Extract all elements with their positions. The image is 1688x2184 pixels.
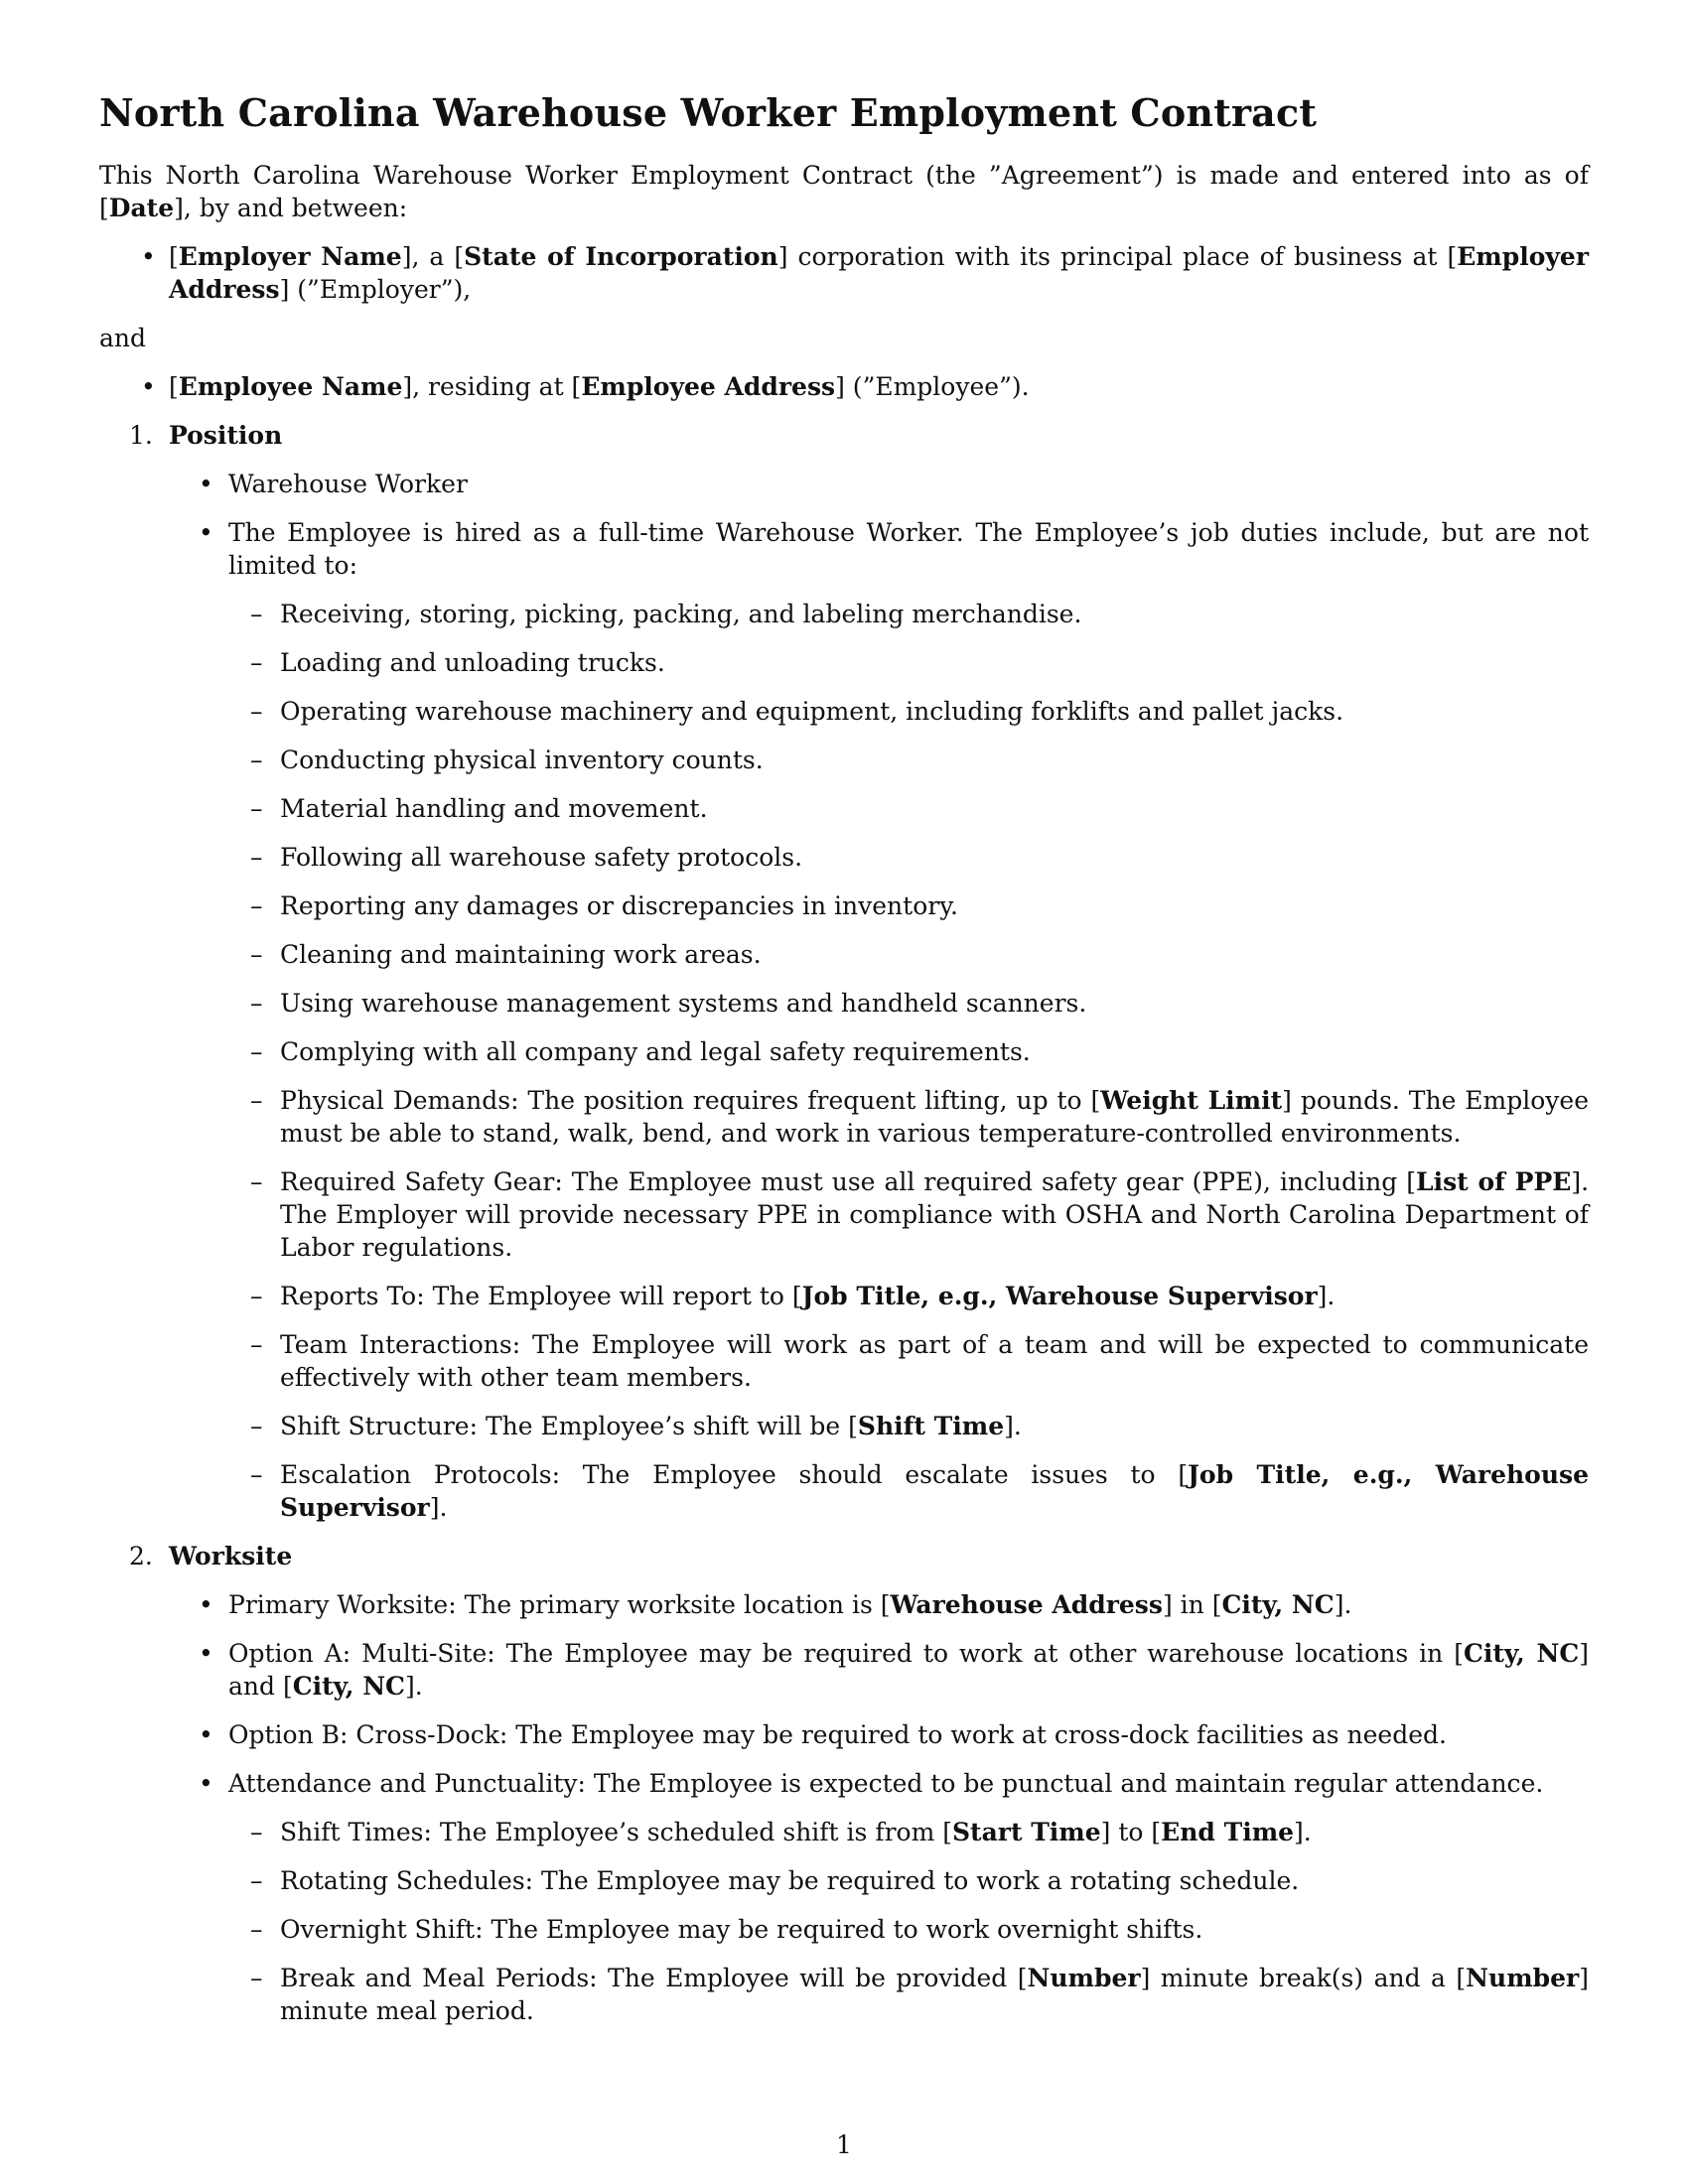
start-time-placeholder: Start Time — [951, 1818, 1101, 1846]
safety-gear-item: – Required Safety Gear: The Employee must use all required safety gear (PPE), including [List of PPE]. The Employer will provide necessary PPE in compliance with OSHA and North Carolina Department of Labor regulations. — [228, 1165, 1589, 1264]
duty-item: – Complying with all company and legal safety requirements. — [228, 1035, 1589, 1068]
section-title: Worksite — [169, 1542, 293, 1570]
job-title-placeholder: Job Title, e.g., Warehouse Supervisor — [801, 1282, 1318, 1310]
primary-worksite-item: • Primary Worksite: The primary worksite location is [Warehouse Address] in [City, NC]. — [169, 1588, 1589, 1621]
rotating-schedules-item: – Rotating Schedules: The Employee may be required to work a rotating schedule. — [228, 1864, 1589, 1897]
overnight-shift-item: – Overnight Shift: The Employee may be required to work overnight shifts. — [228, 1913, 1589, 1946]
section-number: 1. — [129, 421, 153, 450]
employer-party: • [Employer Name], a [State of Incorporation] corporation with its principal place of business at [Employer Address] (”Employer”), — [99, 240, 1589, 306]
worksite-items — [169, 1588, 1589, 2027]
duty-item: – Cleaning and maintaining work areas. — [228, 938, 1589, 971]
employee-list — [99, 370, 1589, 403]
duties-list — [228, 598, 1589, 1524]
duty-item: – Conducting physical inventory counts. — [228, 744, 1589, 776]
escalation-item: – Escalation Protocols: The Employee should escalate issues to [Job Title, e.g., Warehouse Supervisor]. — [228, 1458, 1589, 1524]
number-placeholder: Number — [1027, 1964, 1141, 1992]
shift-time-placeholder: Shift Time — [857, 1412, 1005, 1440]
position-items — [169, 468, 1589, 1524]
weight-limit-placeholder: Weight Limit — [1100, 1086, 1283, 1115]
intro-paragraph — [99, 159, 1589, 224]
duty-item: – Receiving, storing, picking, packing, and labeling merchandise. — [228, 598, 1589, 630]
shift-times-item: – Shift Times: The Employee’s scheduled shift is from [Start Time] to [End Time]. — [228, 1816, 1589, 1848]
list-item: • The Employee is hired as a full-time Warehouse Worker. The Employee’s job duties include, but are not limited to: – Receiving, storing, picking, packing, and labeling merchandise. – Loading and unloading trucks. – Operating warehouse machinery and equipment, including forklifts and pallet jacks. – Conducting physical inventory counts. – Material handling and movement. – Following all warehouse safety protocols. – Reporting any damages or discrepancies in inventory. – Cleaning and maintaining work areas. – Using warehouse management systems and handheld scanners. – Complying with all company and legal safety requirements. – Physical Demands: The position requires frequent lifting, up to [Weight Limit] pounds. The Employee must be able to stand, walk, bend, and work in various temperature-controlled environments. – Required Safety Gear: The Employee must use all required safety gear (PPE), including [List of PPE]. The Employer will provide necessary PPE in compliance with OSHA and North Carolina Department of Labor regulations. – Reports To: The Employee will report to [Job Title, e.g., Warehouse Supervisor]. – Team Interactions: The Employee will work as part of a team and will be expected to communicate effectively with other team members. – Shift Structure: The Employee’s shift will be [Shift Time]. – Escalation Protocols: The Employee should escalate issues to [Job Title, e.g., Warehouse Supervisor]. — [169, 516, 1589, 1524]
multi-site-item: • Option A: Multi-Site: The Employee may be required to work at other warehouse locations in [City, NC] and [City, NC]. — [169, 1637, 1589, 1703]
duty-item: – Using warehouse management systems and handheld scanners. — [228, 987, 1589, 1020]
sections-list — [99, 419, 1589, 2027]
document-title: North Carolina Warehouse Worker Employment Contract — [99, 90, 1318, 135]
number-placeholder: Number — [1466, 1964, 1580, 1992]
page-number: 1 — [836, 2130, 852, 2159]
intro-text: This North Carolina Warehouse Worker Employment Contract (the ”Agreement”) is made and entered into as of [ — [99, 161, 1589, 222]
employer-name-placeholder: Employer Name — [178, 242, 402, 271]
employee-address-placeholder: Employee Address — [581, 372, 836, 401]
duty-item: – Loading and unloading trucks. — [228, 646, 1589, 679]
date-placeholder: Date — [108, 194, 175, 222]
section-position — [99, 419, 1589, 1524]
document-page — [99, 85, 1589, 2043]
duty-item: – Reporting any damages or discrepancies in inventory. — [228, 889, 1589, 922]
attendance-item: • Attendance and Punctuality: The Employee is expected to be punctual and maintain regular attendance. – Shift Times: The Employee’s scheduled shift is from [Start Time] to [End Time]. – Rotating Schedules: The Employee may be required to work a rotating schedule. – Overnight Shift: The Employee may be required to work overnight shifts. – Break and Meal Periods: The Employee will be provided [Number] minute break(s) and a [Number] minute meal period. — [169, 1767, 1589, 2027]
shift-structure-item: – Shift Structure: The Employee’s shift will be [Shift Time]. — [228, 1410, 1589, 1442]
employee-name-placeholder: Employee Name — [178, 372, 403, 401]
warehouse-address-placeholder: Warehouse Address — [890, 1590, 1163, 1619]
break-meal-item: – Break and Meal Periods: The Employee will be provided [Number] minute break(s) and a [Number] minute meal period. — [228, 1962, 1589, 2027]
end-time-placeholder: End Time — [1161, 1818, 1295, 1846]
state-placeholder: State of Incorporation — [464, 242, 778, 271]
ppe-placeholder: List of PPE — [1416, 1167, 1572, 1196]
city-placeholder: City, NC — [1463, 1639, 1580, 1668]
employee-party: • [Employee Name], residing at [Employee Address] (”Employee”). — [99, 370, 1589, 403]
attendance-subitems — [228, 1816, 1589, 2027]
section-worksite — [99, 1540, 1589, 2027]
section-title: Position — [169, 421, 283, 450]
physical-demands-item: – Physical Demands: The position requires frequent lifting, up to [Weight Limit] pounds. The Employee must be able to stand, walk, bend, and work in various temperature-controlled environments. — [228, 1084, 1589, 1150]
duty-item: – Following all warehouse safety protocols. — [228, 841, 1589, 874]
job-title-placeholder: Job Title, e.g., Warehouse Supervisor — [280, 1460, 1589, 1522]
city-placeholder: City, NC — [1221, 1590, 1335, 1619]
list-item: • Warehouse Worker — [169, 468, 1589, 500]
intro-text-end: ], by and between: — [174, 194, 408, 222]
cross-dock-item: • Option B: Cross-Dock: The Employee may be required to work at cross-dock facilities as needed. — [169, 1718, 1589, 1751]
duty-item: – Operating warehouse machinery and equipment, including forklifts and pallet jacks. — [228, 695, 1589, 728]
team-interactions-item: – Team Interactions: The Employee will work as part of a team and will be expected to communicate effectively with other team members. — [228, 1328, 1589, 1394]
reports-to-item: – Reports To: The Employee will report to [Job Title, e.g., Warehouse Supervisor]. — [228, 1280, 1589, 1312]
city-placeholder: City, NC — [292, 1672, 405, 1701]
and-text: and — [99, 324, 147, 352]
section-number: 2. — [129, 1542, 153, 1570]
employer-address-placeholder: Employer Address — [169, 242, 1589, 304]
duty-item: – Material handling and movement. — [228, 792, 1589, 825]
employer-list — [99, 240, 1589, 306]
